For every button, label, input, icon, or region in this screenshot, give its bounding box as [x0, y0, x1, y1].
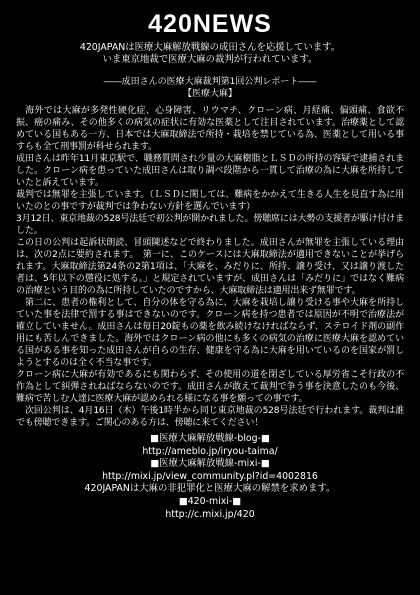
blog-url-link[interactable]: http://ameblo.jp/iryou-taima/: [142, 445, 278, 457]
article-paragraph: 成田さんは昨年11月東京駅で、職務質問され少量の大麻樹脂とＬＳＤの所持の容疑で逮捕されました。クローン病を患っていた成田さんは取り調べ段階から一貫して治療の為に大麻を所持していたと訴えています。: [16, 154, 404, 188]
report-subheading: 【医療大麻】: [182, 89, 237, 99]
420-mixi-heading: ■420-mixi-■: [178, 495, 242, 507]
mission-statement: 420JAPANは大麻の非犯罪化と医療大麻の解禁を求めます。: [84, 483, 336, 495]
article-body: [16, 105, 404, 429]
article-paragraph: クローン病に大麻が有効であるにも関わらず、その使用の道を閉ざしている厚労省こそ行政の不作為として糾弾されねばならないのです。成田さんが敢えて裁判で争う事を決意したのも今後、難病で苦しむ人達に医療大麻が認められる様になる事を願っての事です。: [16, 370, 404, 404]
mixi-heading: ■医療大麻解放戦線-mixi-■: [150, 458, 270, 470]
article-paragraph: 第二に、患者の権利として、自分の体を守る為に、大麻を栽培し譲り受ける事や大麻を所持していた事を法律で罰する事はできないのです。クローン病を持つ患者では原因が不明で治療法が確立していません。成田さんは毎日20錠もの薬を飲み続けなければならず、ステロイド剤の副作用にも苦しんできました。海外ではクローン病の他にも多くの病気の治療に医療大麻を認めている国がある事を知った成田さんが自らの生存、健康を守る為に大麻を用いているのを国家が罰しようとするのは全く不当な事です。: [16, 298, 404, 368]
page-title: 420NEWS: [148, 10, 272, 38]
article-paragraph: 裁判では無罪を主張しています。（ＬＳＤに関しては、難病をかかえて生きる人生を見直す為に用いたのとの事ですが裁判では争わない方針を選んでいます）: [16, 190, 404, 212]
420-mixi-url-link[interactable]: http://c.mixi.jp/420: [165, 508, 255, 520]
links-block: [16, 433, 404, 521]
article-paragraph: 3月12日、東京地裁の528号法廷で初公判が開かれました。傍聴席には大勢の支援者が駆け付けました。: [16, 214, 404, 236]
article-paragraph: この日の公判は起訴状朗読、冒頭陳述などで終わりました。成田さんが無罪を主張している理由は、次の2点に要約されます。 第一に、このケースには大麻取締法が適用できないことが挙げられます。大麻取締法第24条の2第1項は、「大麻を、みだりに、所持、譲り受け、又は譲り渡した者は、5年以下の懲役に処する。」と規定されていますが、成田さんは「みだりに」ではなく難病の治療という目的の為に所持していたのですから、大麻取締法は適用出来ず無罪です。: [16, 238, 404, 296]
intro-block: [16, 42, 404, 66]
report-heading-block: [16, 76, 404, 100]
intro-line: いま東京地裁で医療大麻の裁判が行われています。: [102, 54, 318, 65]
intro-line: 420JAPANは医療大麻解放戦線の成田さんを応援しています。: [79, 42, 341, 53]
article-paragraph: 海外では大麻が多発性硬化症、心身障害、リウマチ、クローン病、月経痛、偏頭痛、食欲不振、癌の痛み、その他多くの病気の症状に有効な医薬として注目されています。治療薬として認めている国もある一方、日本では大麻取締法で所持・栽培を禁じている為、医薬として用いる事すらも全て刑事罰が科せられます。: [16, 106, 404, 152]
article-paragraph: 次回公判は、4月16日（木）午後1時半から同じ東京地裁の528号法廷で行われます。裁判は誰でも傍聴できます。ご関心のある方は、傍聴に来てください！: [16, 406, 404, 428]
report-heading: ――成田さんの医療大麻裁判第1回公判レポート――: [103, 77, 317, 87]
mixi-community-url-link[interactable]: http://mixi.jp/view_community.pl?id=4002816: [102, 470, 318, 482]
blog-heading: ■医療大麻解放戦線-blog-■: [150, 433, 270, 444]
